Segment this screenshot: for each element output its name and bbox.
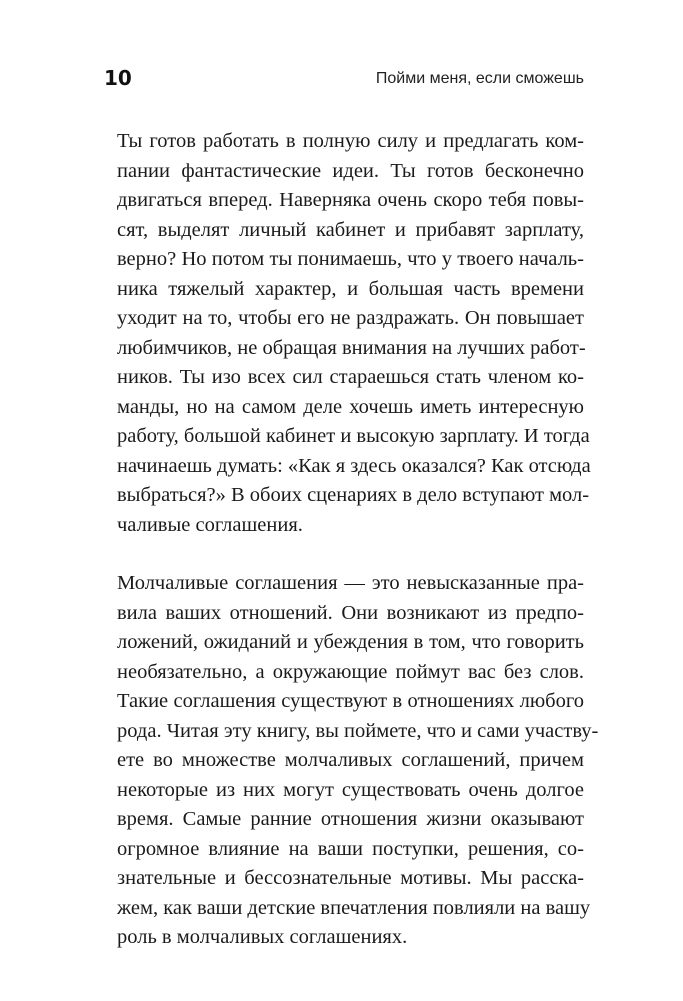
page-number: 10 — [104, 66, 132, 90]
text-line: манды, но на самом деле хочешь иметь интересную — [117, 395, 584, 418]
paragraph-1 — [117, 127, 591, 540]
text-line: сят, выделят личный кабинет и прибавят зарплату, — [117, 218, 584, 241]
text-line: вила ваших отношений. Они возникают из предпо- — [117, 601, 584, 624]
text-line: работу, большой кабинет и высокую зарплату. И тогда — [117, 425, 590, 447]
text-line: Такие соглашения существуют в отношениях любого — [117, 690, 584, 712]
text-line: двигаться вперед. Наверняка очень скоро тебя повы- — [117, 189, 584, 211]
text-line: ника тяжелый характер, и большая часть времени — [117, 277, 584, 300]
text-line: начинаешь думать: «Как я здесь оказался? Как отсюда — [117, 454, 591, 477]
text-line: Молчаливые соглашения — это невысказанные пра- — [117, 572, 584, 594]
text-line: ложений, ожиданий и убеждения в том, что говорить — [117, 631, 584, 653]
text-line: ете во множестве молчаливых соглашений, причем — [117, 749, 584, 771]
text-line: выбраться?» В обоих сценариях в дело вступают мол- — [117, 484, 590, 506]
text-line: Ты готов работать в полную силу и предлагать ком- — [117, 130, 584, 152]
text-line: роль в молчаливых соглашениях. — [117, 926, 408, 948]
text-line: любимчиков, не обращая внимания на лучших работ- — [117, 336, 586, 359]
text-line: огромное влияние на ваши поступки, решения, со- — [117, 837, 584, 860]
text-line: пании фантастические идеи. Ты готов бесконечно — [117, 159, 584, 182]
text-line: некоторые из них могут существовать очень долгое — [117, 778, 584, 801]
body-text — [117, 127, 599, 953]
text-line: знательные и бессознательные мотивы. Мы расска- — [117, 867, 584, 889]
text-line: жем, как ваши детские впечатления повлияли на вашу — [117, 896, 591, 919]
text-line: время. Самые ранние отношения жизни оказывают — [117, 808, 584, 830]
text-line: уходит на то, чтобы его не раздражать. Он повышает — [117, 307, 584, 329]
text-line: рода. Читая эту книгу, вы поймете, что и сами участву- — [117, 719, 599, 742]
text-line: верно? Но потом ты понимаешь, что у твоего началь- — [117, 248, 584, 270]
running-title: Пойми меня, если сможешь — [375, 70, 584, 87]
text-line: чаливые соглашения. — [117, 513, 303, 536]
text-line: необязательно, а окружающие поймут вас без слов. — [117, 660, 584, 683]
text-line: ников. Ты изо всех сил стараешься стать членом ко- — [117, 366, 584, 388]
paragraph-2 — [117, 569, 599, 953]
page-header — [104, 64, 584, 92]
